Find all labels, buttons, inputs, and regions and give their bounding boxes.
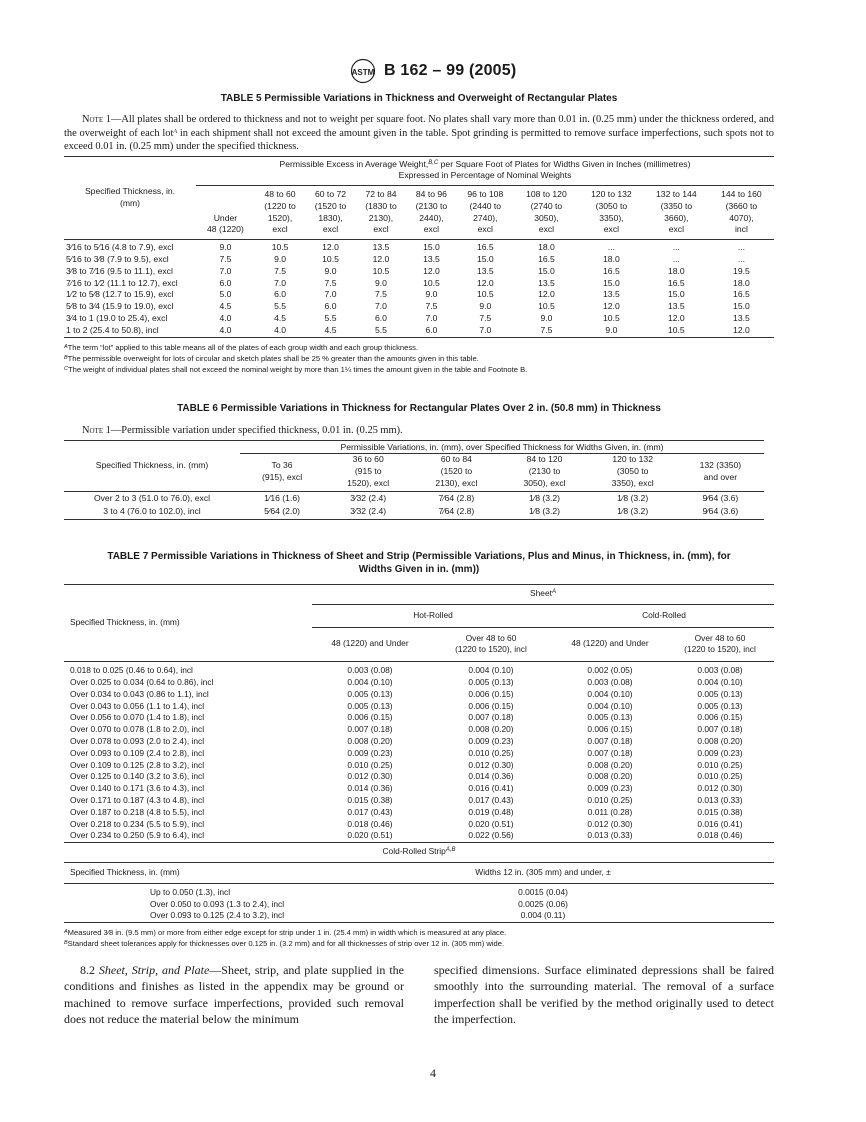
cell-value: 9.0	[540, 313, 553, 324]
cell-value: 15.0	[733, 301, 750, 312]
t7-strip-row-header: Specified Thickness, in. (mm)	[70, 866, 180, 877]
table7	[64, 584, 774, 923]
t6-group-header: Permissible Variations, in. (mm), over Specified Thickness for Widths Given, in. (mm)	[240, 440, 764, 454]
cell-value: ...	[607, 242, 615, 253]
cell-value: 0.012 (0.30)	[468, 759, 514, 770]
t7-hot-rolled: Hot-Rolled	[312, 604, 554, 627]
t5-col-header: 96 to 108 (2440 to 2740), excl	[467, 189, 504, 235]
cell-value: 0.012 (0.30)	[697, 783, 743, 794]
cell-value: 5.0	[219, 289, 232, 300]
cell-value: 13.5	[733, 313, 750, 324]
cell-value: 5⁄64 (2.0)	[264, 506, 300, 517]
row-label: Over 0.050 to 0.093 (1.3 to 2.4), incl	[150, 898, 285, 909]
cell-value: 7.5	[324, 277, 337, 288]
row-label: Over 0.056 to 0.070 (1.4 to 1.8), incl	[70, 712, 205, 723]
cell-value: 16.5	[538, 254, 555, 265]
cell-value: 12.0	[667, 313, 685, 324]
cell-value: 9⁄64 (3.6)	[702, 492, 739, 503]
cell-value: 0.022 (0.56)	[468, 830, 514, 841]
table-row	[64, 795, 774, 807]
table-row	[64, 724, 774, 736]
table-row	[64, 505, 764, 519]
row-label: 5⁄8 to 3⁄4 (15.9 to 19.0), excl	[66, 301, 174, 312]
cell-value: 0.002 (0.05)	[587, 665, 633, 676]
cell-value: ...	[737, 242, 745, 253]
cell-value: ...	[672, 242, 680, 253]
cell-value: 4.5	[324, 324, 337, 335]
cell-value: 13.5	[538, 277, 555, 288]
table-row	[64, 701, 774, 713]
cell-value: 12.0	[733, 324, 750, 335]
cell-value: 16.5	[667, 277, 685, 288]
row-label: Over 0.234 to 0.250 (5.9 to 6.4), incl	[70, 830, 205, 841]
table7-section	[64, 550, 774, 949]
cell-value: 0.012 (0.30)	[347, 771, 393, 782]
cell-value: 9.0	[324, 265, 337, 276]
table5-caption: TABLE 5 Permissible Variations in Thickness and Overweight of Rectangular Plates	[220, 93, 618, 104]
cell-value: 13.5	[667, 301, 685, 312]
cell-value: 0.009 (0.23)	[347, 747, 393, 758]
t6-col-header: 60 to 84 (1520 to 2130), excl	[435, 454, 478, 488]
cell-value: 4.5	[274, 313, 287, 324]
cell-value: 0.014 (0.36)	[468, 771, 514, 782]
t5-col-header: 60 to 72 (1520 to 1830), excl	[314, 189, 347, 235]
cell-value: 4.5	[219, 301, 232, 312]
row-label: Over 0.025 to 0.034 (0.64 to 0.86), incl	[70, 676, 214, 687]
row-label: Over 0.187 to 0.218 (4.8 to 5.5), incl	[70, 806, 205, 817]
t7-col-header: 48 (1220) and Under	[331, 638, 409, 649]
cell-value: 0.007 (0.18)	[468, 712, 514, 723]
cell-value: 0.007 (0.18)	[347, 724, 393, 735]
cell-value: 0.010 (0.25)	[697, 759, 743, 770]
row-label: Over 0.140 to 0.171 (3.6 to 4.3), incl	[70, 783, 205, 794]
cell-value: 0.008 (0.20)	[587, 771, 633, 782]
cell-value: 0.012 (0.30)	[587, 818, 633, 829]
t7-col-header: 48 (1220) and Under	[571, 638, 649, 649]
cell-value: 0.003 (0.08)	[587, 676, 633, 687]
cell-value: 1⁄8 (3.2)	[617, 506, 649, 517]
cell-value: 0.009 (0.23)	[468, 735, 514, 746]
cell-value: 1⁄16 (1.6)	[264, 492, 300, 503]
cell-value: 1⁄8 (3.2)	[528, 506, 561, 517]
cell-value: 18.0	[733, 277, 750, 288]
cell-value: 5.5	[375, 324, 387, 335]
t6-col-header: To 36 (915), excl	[262, 460, 303, 482]
t7-sheet-header: Sheet$^A$	[312, 585, 774, 605]
cell-value: 7.0	[219, 265, 232, 276]
cell-value: 0.005 (0.13)	[697, 688, 743, 699]
row-label: 3⁄4 to 1 (19.0 to 25.4), excl	[66, 313, 168, 324]
row-label: Over 2 to 3 (51.0 to 76.0), excl	[93, 492, 211, 503]
cell-value: 0.006 (0.15)	[587, 724, 633, 735]
cell-value: 0.005 (0.13)	[697, 700, 743, 711]
cell-value: 7.0	[425, 313, 438, 324]
t6-col-header: 84 to 120 (2130 to 3050), excl	[523, 454, 566, 488]
cell-value: ...	[672, 254, 680, 265]
cell-value: 0.006 (0.15)	[468, 688, 514, 699]
t6-col-header: 36 to 60 (915 to 1520), excl	[347, 454, 390, 488]
cell-value: 7.0	[324, 289, 337, 300]
footnote: $^A$The term “lot” applied to this table means all of the plates of each group width and each group thickness.	[64, 342, 419, 352]
t6-col-header: 120 to 132 (3050 to 3350), excl	[611, 454, 654, 488]
cell-value: 16.5	[476, 242, 494, 253]
table7-footnotes	[64, 927, 774, 949]
cell-value: 3⁄32 (2.4)	[350, 492, 387, 503]
cell-value: 12.0	[538, 289, 555, 300]
cell-value: 0.011 (0.28)	[587, 806, 633, 817]
table5	[64, 156, 774, 338]
table-row	[64, 313, 774, 325]
cell-value: 0.008 (0.20)	[468, 724, 514, 735]
table-row	[64, 748, 774, 760]
footnote: $^B$The permissible overweight for lots of circular and sketch plates shall be 25 % greater than the amounts given in this table.	[64, 353, 479, 363]
t5-row-header: Specified Thickness, in. (mm)	[64, 156, 196, 240]
cell-value: 7⁄64 (2.8)	[438, 492, 475, 503]
cell-value: 13.5	[372, 242, 390, 253]
cell-value: 9.0	[219, 242, 232, 253]
cell-value: 12.0	[603, 301, 620, 312]
row-label: Over 0.125 to 0.140 (3.2 to 3.6), incl	[70, 771, 205, 782]
cell-value: 0.004 (0.10)	[587, 688, 633, 699]
t7-col-header: Over 48 to 60 (1220 to 1520), incl	[455, 632, 527, 655]
cell-value: 12.0	[322, 242, 339, 253]
cell-value: 16.5	[733, 289, 750, 300]
table-row	[64, 677, 774, 689]
row-label: Over 0.034 to 0.043 (0.86 to 1.1), incl	[70, 688, 209, 699]
row-label: Over 0.218 to 0.234 (5.5 to 5.9), incl	[70, 818, 205, 829]
table-row	[64, 883, 774, 898]
cell-value: 0.004 (0.10)	[697, 676, 743, 687]
cell-value: 0.020 (0.51)	[347, 830, 393, 841]
row-label: Over 0.078 to 0.093 (2.0 to 2.4), incl	[70, 735, 205, 746]
cell-value: 9.0	[605, 324, 618, 335]
t5-col-header: 48 to 60 (1220 to 1520), excl	[264, 189, 296, 235]
cell-value: 16.5	[603, 265, 620, 276]
cell-value: 0.0025 (0.06)	[518, 898, 568, 909]
cell-value: 0.004 (0.10)	[468, 665, 514, 676]
cell-value: 13.5	[423, 254, 440, 265]
table-row	[64, 783, 774, 795]
row-label: Over 0.070 to 0.078 (1.8 to 2.0), incl	[70, 724, 205, 735]
cell-value: 10.5	[271, 242, 289, 253]
cell-value: 0.009 (0.23)	[697, 747, 743, 758]
cell-value: 0.006 (0.15)	[697, 712, 743, 723]
cell-value: 0.010 (0.25)	[468, 747, 514, 758]
cell-value: 0.017 (0.43)	[468, 794, 514, 805]
table6-caption: TABLE 6 Permissible Variations in Thickness for Rectangular Plates Over 2 in. (50.8 mm) in Thickness	[177, 403, 661, 414]
table-row	[64, 712, 774, 724]
cell-value: 10.5	[667, 324, 685, 335]
row-label: Up to 0.050 (1.3), incl	[150, 886, 231, 897]
cell-value: 0.017 (0.43)	[347, 806, 393, 817]
table-row	[64, 240, 774, 254]
cell-value: 4.0	[274, 324, 287, 335]
t5-group-header: Permissible Excess in Average Weight,$^{B,C}$ per Square Foot of Plates for Widths Given in Inches (millimetres) Expressed in Percentage of Nominal Weights	[196, 156, 774, 186]
t5-col-header: 120 to 132 (3050 to 3350), excl	[591, 189, 632, 235]
cell-value: 13.5	[476, 265, 494, 276]
document-header	[0, 58, 866, 84]
table7-caption: TABLE 7 Permissible Variations in Thickness of Sheet and Strip (Permissible Variations, Plus and Minus, in Thickness, in. (mm), for Widths Given in in. (mm))	[107, 551, 731, 575]
cell-value: 15.0	[423, 242, 440, 253]
cell-value: 9⁄64 (3.6)	[702, 506, 739, 517]
table-row	[64, 760, 774, 772]
cell-value: 0.019 (0.48)	[468, 806, 514, 817]
row-label: 0.018 to 0.025 (0.46 to 0.64), incl	[70, 665, 193, 676]
t5-col-header: 72 to 84 (1830 to 2130), excl	[365, 189, 397, 235]
table5-footnotes	[64, 342, 774, 375]
cell-value: 18.0	[538, 242, 555, 253]
cell-value: 0.016 (0.41)	[697, 818, 743, 829]
t7-strip-col-header: Widths 12 in. (305 mm) and under, ±	[475, 866, 611, 877]
table-row	[64, 819, 774, 831]
cell-value: 0.0015 (0.04)	[518, 886, 568, 897]
table-row	[64, 771, 774, 783]
cell-value: 7.5	[425, 301, 438, 312]
cell-value: 0.007 (0.18)	[697, 724, 743, 735]
cell-value: 0.016 (0.41)	[468, 783, 514, 794]
row-label: 3⁄16 to 5⁄16 (4.8 to 7.9), excl	[66, 242, 174, 253]
cell-value: 7.0	[375, 301, 387, 312]
row-label: 3⁄8 to 7⁄16 (9.5 to 11.1), excl	[66, 265, 173, 276]
table-row	[64, 254, 774, 266]
table-row	[64, 278, 774, 290]
t6-col-header: 132 (3350) and over	[699, 460, 742, 482]
cell-value: 18.0	[603, 254, 620, 265]
t7-row-header: Specified Thickness, in. (mm)	[64, 585, 312, 662]
cell-value: 0.005 (0.13)	[468, 676, 514, 687]
cell-value: 6.0	[274, 289, 287, 300]
cell-value: 0.015 (0.38)	[347, 794, 393, 805]
cell-value: 0.018 (0.46)	[347, 818, 393, 829]
cell-value: 0.010 (0.25)	[697, 771, 743, 782]
t5-col-header: 144 to 160 (3660 to 4070), incl	[721, 189, 762, 235]
section-8-2-col2: specified dimensions. Surface eliminated depressions shall be faired smoothly into the surrounding material. The removal of a surface imperfection shall be verified by the method originally used to detect the imperfection.	[434, 963, 774, 1027]
cell-value: 1⁄8 (3.2)	[528, 492, 561, 503]
row-label: 5⁄16 to 3⁄8 (7.9 to 9.5), excl	[66, 254, 169, 265]
table-row	[64, 899, 774, 911]
cell-value: 0.013 (0.33)	[697, 794, 743, 805]
svg-text:ASTM: ASTM	[351, 68, 374, 77]
cell-value: 5.5	[274, 301, 287, 312]
cell-value: 0.003 (0.08)	[697, 665, 743, 676]
t7-col-header: Over 48 to 60 (1220 to 1520), incl	[684, 632, 756, 655]
cell-value: 7.5	[479, 313, 492, 324]
t6-row-header: Specified Thickness, in. (mm)	[64, 440, 240, 491]
cell-value: 7⁄64 (2.8)	[438, 506, 475, 517]
cell-value: 15.0	[538, 265, 555, 276]
cell-value: 0.013 (0.33)	[587, 830, 633, 841]
cell-value: 0.009 (0.23)	[587, 783, 633, 794]
table-row	[64, 807, 774, 819]
cell-value: 1⁄8 (3.2)	[617, 492, 649, 503]
cell-value: 7.5	[375, 289, 387, 300]
row-label: Over 0.171 to 0.187 (4.3 to 4.8), incl	[70, 794, 205, 805]
table-row	[64, 301, 774, 313]
cell-value: 7.5	[274, 265, 287, 276]
row-label: 1⁄2 to 5⁄8 (12.7 to 15.9), excl	[66, 289, 174, 300]
row-label: Over 0.109 to 0.125 (2.8 to 3.2), incl	[70, 759, 205, 770]
cell-value: 4.0	[219, 313, 232, 324]
table-row	[64, 910, 774, 922]
cell-value: 0.005 (0.13)	[347, 700, 393, 711]
cell-value: 6.0	[425, 324, 438, 335]
page-number: 4	[430, 1066, 436, 1080]
cell-value: 3⁄32 (2.4)	[350, 506, 387, 517]
cell-value: 0.008 (0.20)	[347, 735, 393, 746]
t5-col-header: 84 to 96 (2130 to 2440), excl	[415, 189, 448, 235]
astm-logo-icon	[350, 58, 376, 84]
cell-value: 0.018 (0.46)	[697, 830, 743, 841]
table-row	[64, 830, 774, 842]
t5-col-header: Under 48 (1220)	[207, 212, 244, 235]
cell-value: 12.0	[476, 277, 494, 288]
cell-value: 15.0	[476, 254, 494, 265]
section-8-2-col1: 8.2 Sheet, Strip, and Plate—Sheet, strip, and plate supplied in the conditions and finishes as listed in the appendix may be ground or machined to remove surface imperfections, provided such removal does not reduce the material below the minimum	[64, 963, 404, 1027]
cell-value: 0.003 (0.08)	[347, 665, 393, 676]
row-label: 7⁄16 to 1⁄2 (11.1 to 12.7), excl	[66, 277, 178, 288]
cell-value: 12.0	[372, 254, 390, 265]
cell-value: 4.0	[219, 324, 232, 335]
row-label: Over 0.043 to 0.056 (1.1 to 1.4), incl	[70, 700, 205, 711]
t7-cold-rolled: Cold-Rolled	[554, 604, 774, 627]
section-8-2	[64, 962, 774, 1028]
table-row	[64, 289, 774, 301]
cell-value: 0.007 (0.18)	[587, 747, 633, 758]
cell-value: 0.015 (0.38)	[697, 806, 743, 817]
cell-value: 0.004 (0.10)	[587, 700, 633, 711]
cell-value: 0.004 (0.11)	[520, 910, 566, 921]
table-row	[64, 662, 774, 677]
cell-value: 9.0	[425, 289, 438, 300]
table6-note: Note 1—Permissible variation under specified thickness, 0.01 in. (0.25 mm).	[82, 425, 403, 436]
cell-value: 10.5	[476, 289, 494, 300]
cell-value: 6.0	[219, 277, 232, 288]
table6	[64, 440, 764, 521]
table-row	[64, 491, 764, 505]
row-label: 3 to 4 (76.0 to 102.0), incl	[103, 506, 201, 517]
cell-value: 0.008 (0.20)	[587, 759, 633, 770]
t5-col-header: 132 to 144 (3350 to 3660), excl	[656, 189, 697, 235]
cell-value: 0.010 (0.25)	[347, 759, 393, 770]
table-row	[64, 689, 774, 701]
cell-value: 7.5	[540, 324, 553, 335]
t7-strip-header: Cold-Rolled Strip$^{A,B}$	[64, 843, 774, 863]
cell-value: 0.005 (0.13)	[347, 688, 393, 699]
cell-value: 7.0	[274, 277, 287, 288]
cell-value: 10.5	[372, 265, 390, 276]
footnote: $^A$Measured 3⁄8 in. (9.5 mm) or more from either edge except for strip under 1 in. (25.4 mm) in width which is measured at any place.	[64, 928, 507, 938]
cell-value: 13.5	[603, 289, 620, 300]
cell-value: 10.5	[603, 313, 620, 324]
footnote: $^C$The weight of individual plates shall not exceed the nominal weight by more than 1¼ times the amount given in the table and Footnote B.	[64, 364, 528, 374]
cell-value: 5.5	[324, 313, 337, 324]
cell-value: 15.0	[667, 289, 685, 300]
cell-value: 0.020 (0.51)	[468, 818, 514, 829]
cell-value: 9.0	[274, 254, 287, 265]
table5-note: Note 1—All plates shall be ordered to thickness and not to weight per square foot. No plates shall vary more than 0.01 in. (0.25 mm) under the thickness ordered, and the overweight of each lot$^A$ in each shipment shall not exceed the amount given in the table. Spot grinding is permitted to remove surface imperfections, such spots not to exceed 0.01 in. (0.25 mm) under the specified thickness.	[64, 114, 774, 152]
table-row	[64, 736, 774, 748]
cell-value: 12.0	[423, 265, 440, 276]
cell-value: 9.0	[375, 277, 387, 288]
cell-value: 0.004 (0.10)	[347, 676, 393, 687]
cell-value: 10.5	[423, 277, 440, 288]
cell-value: 0.005 (0.13)	[587, 712, 633, 723]
cell-value: 15.0	[603, 277, 620, 288]
footnote: $^B$Standard sheet tolerances apply for thicknesses over 0.125 in. (3.2 mm) and for all thicknesses of strip over 12 in. (305 mm) wide.	[64, 939, 505, 949]
cell-value: 6.0	[375, 313, 387, 324]
cell-value: 7.5	[219, 254, 232, 265]
cell-value: 9.0	[479, 301, 492, 312]
row-label: 1 to 2 (25.4 to 50.8), incl	[66, 324, 159, 335]
row-label: Over 0.093 to 0.109 (2.4 to 2.8), incl	[70, 747, 205, 758]
designation: B 162 – 99 (2005)	[384, 62, 517, 79]
cell-value: ...	[737, 254, 745, 265]
cell-value: 7.0	[479, 324, 492, 335]
cell-value: 18.0	[667, 265, 685, 276]
cell-value: 6.0	[324, 301, 337, 312]
t5-col-header: 108 to 120 (2740 to 3050), excl	[526, 189, 567, 235]
cell-value: 0.008 (0.20)	[697, 735, 743, 746]
cell-value: 0.007 (0.18)	[587, 735, 633, 746]
row-label: Over 0.093 to 0.125 (2.4 to 3.2), incl	[150, 910, 285, 921]
cell-value: 10.5	[538, 301, 555, 312]
cell-value: 0.006 (0.15)	[468, 700, 514, 711]
cell-value: 0.010 (0.25)	[587, 794, 633, 805]
cell-value: 10.5	[322, 254, 339, 265]
cell-value: 0.006 (0.15)	[347, 712, 393, 723]
cell-value: 0.014 (0.36)	[347, 783, 393, 794]
cell-value: 19.5	[733, 265, 750, 276]
table5-section	[64, 92, 774, 375]
table6-section	[64, 402, 774, 520]
table-row	[64, 266, 774, 278]
table-row	[64, 325, 774, 337]
